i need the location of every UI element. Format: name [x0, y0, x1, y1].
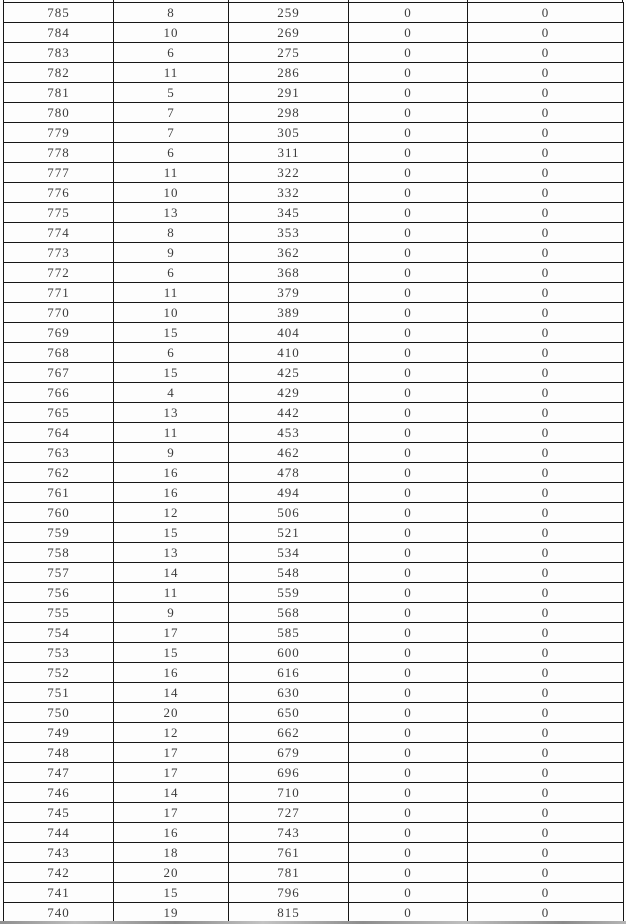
cell-cumulative: 368 [229, 263, 349, 283]
cell-cumulative: 362 [229, 243, 349, 263]
table-row [4, 103, 624, 123]
cell-cumulative: 630 [229, 683, 349, 703]
cell-count: 6 [114, 43, 229, 63]
cell-col4: 0 [349, 363, 468, 383]
cell-score: 741 [4, 883, 114, 903]
cell-cumulative: 291 [229, 83, 349, 103]
cell-cumulative: 815 [229, 903, 349, 923]
cell-col5: 0 [468, 823, 624, 843]
cell-score: 746 [4, 783, 114, 803]
cell-score: 758 [4, 543, 114, 563]
cell-cumulative: 298 [229, 103, 349, 123]
table-row [4, 243, 624, 263]
cell-count: 10 [114, 23, 229, 43]
cell-col5: 0 [468, 683, 624, 703]
cell-col5: 0 [468, 63, 624, 83]
table-row [4, 343, 624, 363]
cell-cumulative: 311 [229, 143, 349, 163]
cell-col4: 0 [349, 683, 468, 703]
cell-score: 743 [4, 843, 114, 863]
cell-col4: 0 [349, 723, 468, 743]
cell-score: 748 [4, 743, 114, 763]
cell-col4: 0 [349, 143, 468, 163]
cell-col5: 0 [468, 283, 624, 303]
cell-score: 764 [4, 423, 114, 443]
table-row [4, 603, 624, 623]
table-row [4, 183, 624, 203]
cell-score: 770 [4, 303, 114, 323]
cell-score: 779 [4, 123, 114, 143]
cell-count: 13 [114, 543, 229, 563]
cell-col5: 0 [468, 463, 624, 483]
cell-col5: 0 [468, 583, 624, 603]
cell-col5: 0 [468, 303, 624, 323]
cell-col5: 0 [468, 323, 624, 343]
cell-cumulative: 379 [229, 283, 349, 303]
cell-cumulative: 389 [229, 303, 349, 323]
cell-score: 754 [4, 623, 114, 643]
table-row [4, 443, 624, 463]
cell-col5: 0 [468, 223, 624, 243]
cell-count: 17 [114, 763, 229, 783]
cell-col4: 0 [349, 863, 468, 883]
cell-col4: 0 [349, 63, 468, 83]
cell-score: 760 [4, 503, 114, 523]
cell-score: 763 [4, 443, 114, 463]
cell-count: 11 [114, 63, 229, 83]
cell-col5: 0 [468, 163, 624, 183]
cell-cumulative: 761 [229, 843, 349, 863]
cell-col4: 0 [349, 223, 468, 243]
table-row [4, 83, 624, 103]
cell-count: 16 [114, 483, 229, 503]
cell-col5: 0 [468, 603, 624, 623]
cell-col5: 0 [468, 503, 624, 523]
cell-count: 14 [114, 783, 229, 803]
cell-count: 14 [114, 563, 229, 583]
cell-score: 751 [4, 683, 114, 703]
cell-count: 10 [114, 183, 229, 203]
cell-col4: 0 [349, 543, 468, 563]
cell-cumulative: 442 [229, 403, 349, 423]
cell-cumulative: 548 [229, 563, 349, 583]
cell-score: 747 [4, 763, 114, 783]
cell-cumulative: 429 [229, 383, 349, 403]
cell-score: 776 [4, 183, 114, 203]
cell-cumulative: 727 [229, 803, 349, 823]
table-row [4, 663, 624, 683]
cell-col4: 0 [349, 623, 468, 643]
cell-cumulative: 259 [229, 3, 349, 23]
cell-score: 772 [4, 263, 114, 283]
cell-cumulative: 650 [229, 703, 349, 723]
cell-cumulative: 410 [229, 343, 349, 363]
table-row [4, 263, 624, 283]
cell-count: 17 [114, 623, 229, 643]
cell-count: 6 [114, 143, 229, 163]
cell-col5: 0 [468, 383, 624, 403]
cell-cumulative: 286 [229, 63, 349, 83]
cell-cumulative: 462 [229, 443, 349, 463]
cell-col5: 0 [468, 763, 624, 783]
cell-count: 11 [114, 283, 229, 303]
cell-col5: 0 [468, 883, 624, 903]
cell-score: 775 [4, 203, 114, 223]
cell-score: 750 [4, 703, 114, 723]
cell-score: 783 [4, 43, 114, 63]
cell-score: 766 [4, 383, 114, 403]
cell-col4: 0 [349, 803, 468, 823]
cell-col4: 0 [349, 243, 468, 263]
table-row [4, 803, 624, 823]
cell-score: 745 [4, 803, 114, 823]
cell-score: 765 [4, 403, 114, 423]
table-row [4, 163, 624, 183]
cell-score: 768 [4, 343, 114, 363]
cell-col5: 0 [468, 903, 624, 923]
cell-count: 5 [114, 83, 229, 103]
cell-col4: 0 [349, 203, 468, 223]
cell-count: 16 [114, 663, 229, 683]
cell-count: 15 [114, 523, 229, 543]
cell-count: 12 [114, 723, 229, 743]
cell-cumulative: 781 [229, 863, 349, 883]
cell-col5: 0 [468, 423, 624, 443]
cell-cumulative: 600 [229, 643, 349, 663]
cell-col4: 0 [349, 703, 468, 723]
cell-col5: 0 [468, 843, 624, 863]
cell-col5: 0 [468, 3, 624, 23]
cell-col5: 0 [468, 243, 624, 263]
cell-col4: 0 [349, 163, 468, 183]
cell-score: 742 [4, 863, 114, 883]
table-row [4, 523, 624, 543]
cell-cumulative: 679 [229, 743, 349, 763]
table-row [4, 783, 624, 803]
cell-col4: 0 [349, 183, 468, 203]
cell-score: 785 [4, 3, 114, 23]
cell-col4: 0 [349, 603, 468, 623]
cell-count: 16 [114, 463, 229, 483]
cell-col4: 0 [349, 483, 468, 503]
cell-count: 9 [114, 243, 229, 263]
table-row [4, 303, 624, 323]
cell-count: 4 [114, 383, 229, 403]
cell-col5: 0 [468, 363, 624, 383]
cell-col4: 0 [349, 843, 468, 863]
cell-cumulative: 269 [229, 23, 349, 43]
cell-col4: 0 [349, 103, 468, 123]
table-row [4, 423, 624, 443]
cell-col5: 0 [468, 23, 624, 43]
cell-count: 17 [114, 743, 229, 763]
table-row [4, 203, 624, 223]
cell-col4: 0 [349, 823, 468, 843]
cell-col4: 0 [349, 343, 468, 363]
cell-cumulative: 332 [229, 183, 349, 203]
cell-col4: 0 [349, 663, 468, 683]
cell-col5: 0 [468, 43, 624, 63]
cell-col5: 0 [468, 203, 624, 223]
cell-col4: 0 [349, 763, 468, 783]
cell-cumulative: 534 [229, 543, 349, 563]
cell-cumulative: 568 [229, 603, 349, 623]
cell-count: 9 [114, 443, 229, 463]
cell-score: 778 [4, 143, 114, 163]
cell-col5: 0 [468, 543, 624, 563]
cell-cumulative: 796 [229, 883, 349, 903]
table-row [4, 283, 624, 303]
cell-col5: 0 [468, 483, 624, 503]
cell-count: 13 [114, 403, 229, 423]
cell-col5: 0 [468, 643, 624, 663]
cell-count: 9 [114, 603, 229, 623]
cell-cumulative: 353 [229, 223, 349, 243]
cell-score: 782 [4, 63, 114, 83]
cell-score: 752 [4, 663, 114, 683]
table-row [4, 703, 624, 723]
cell-count: 16 [114, 823, 229, 843]
cell-score: 784 [4, 23, 114, 43]
cell-col4: 0 [349, 463, 468, 483]
cell-count: 12 [114, 503, 229, 523]
cell-count: 11 [114, 163, 229, 183]
cell-col4: 0 [349, 303, 468, 323]
cell-cumulative: 585 [229, 623, 349, 643]
cell-col5: 0 [468, 563, 624, 583]
cell-score: 774 [4, 223, 114, 243]
cell-col5: 0 [468, 863, 624, 883]
cell-col4: 0 [349, 283, 468, 303]
table-row [4, 743, 624, 763]
table-row [4, 43, 624, 63]
table-row [4, 123, 624, 143]
table-row [4, 903, 624, 923]
cell-cumulative: 521 [229, 523, 349, 543]
cell-col4: 0 [349, 443, 468, 463]
cell-col5: 0 [468, 183, 624, 203]
cell-col4: 0 [349, 43, 468, 63]
table-row [4, 643, 624, 663]
cell-col4: 0 [349, 263, 468, 283]
table-row [4, 763, 624, 783]
cell-col4: 0 [349, 83, 468, 103]
cell-col5: 0 [468, 443, 624, 463]
table-row [4, 623, 624, 643]
cell-col4: 0 [349, 3, 468, 23]
table-row [4, 63, 624, 83]
cell-count: 15 [114, 363, 229, 383]
cell-cumulative: 662 [229, 723, 349, 743]
cell-score: 740 [4, 903, 114, 923]
cell-col4: 0 [349, 563, 468, 583]
table-row [4, 403, 624, 423]
cell-count: 19 [114, 903, 229, 923]
table-row [4, 323, 624, 343]
cell-score: 777 [4, 163, 114, 183]
cell-count: 8 [114, 223, 229, 243]
cell-score: 761 [4, 483, 114, 503]
cell-cumulative: 559 [229, 583, 349, 603]
cell-score: 749 [4, 723, 114, 743]
table-row [4, 823, 624, 843]
cell-count: 15 [114, 643, 229, 663]
cell-score: 771 [4, 283, 114, 303]
cell-count: 7 [114, 123, 229, 143]
cell-count: 15 [114, 883, 229, 903]
cell-count: 15 [114, 323, 229, 343]
cell-score: 755 [4, 603, 114, 623]
cell-col4: 0 [349, 903, 468, 923]
cell-col5: 0 [468, 723, 624, 743]
cell-score: 781 [4, 83, 114, 103]
cell-count: 6 [114, 343, 229, 363]
table-row [4, 463, 624, 483]
cell-col5: 0 [468, 703, 624, 723]
cell-score: 756 [4, 583, 114, 603]
cell-cumulative: 345 [229, 203, 349, 223]
cell-cumulative: 453 [229, 423, 349, 443]
cell-col4: 0 [349, 423, 468, 443]
cell-col5: 0 [468, 803, 624, 823]
cell-col5: 0 [468, 143, 624, 163]
cell-count: 14 [114, 683, 229, 703]
cell-col4: 0 [349, 583, 468, 603]
cell-col5: 0 [468, 343, 624, 363]
table-row [4, 543, 624, 563]
cell-score: 753 [4, 643, 114, 663]
cell-col4: 0 [349, 123, 468, 143]
cell-col5: 0 [468, 743, 624, 763]
cell-count: 20 [114, 703, 229, 723]
cell-score: 759 [4, 523, 114, 543]
cell-count: 8 [114, 3, 229, 23]
cell-col4: 0 [349, 883, 468, 903]
cell-count: 17 [114, 803, 229, 823]
cell-cumulative: 506 [229, 503, 349, 523]
cell-col5: 0 [468, 623, 624, 643]
cell-col5: 0 [468, 83, 624, 103]
table-row [4, 583, 624, 603]
cell-count: 11 [114, 423, 229, 443]
cell-cumulative: 494 [229, 483, 349, 503]
cell-count: 6 [114, 263, 229, 283]
table-row [4, 563, 624, 583]
cell-cumulative: 275 [229, 43, 349, 63]
table-row [4, 383, 624, 403]
cell-count: 13 [114, 203, 229, 223]
cell-col4: 0 [349, 523, 468, 543]
table-row [4, 223, 624, 243]
score-distribution-table [3, 2, 624, 923]
cell-cumulative: 305 [229, 123, 349, 143]
cell-col5: 0 [468, 783, 624, 803]
cell-score: 744 [4, 823, 114, 843]
cell-col5: 0 [468, 103, 624, 123]
cell-col5: 0 [468, 663, 624, 683]
cell-score: 762 [4, 463, 114, 483]
cell-count: 20 [114, 863, 229, 883]
table-row [4, 863, 624, 883]
cell-col5: 0 [468, 123, 624, 143]
cell-cumulative: 478 [229, 463, 349, 483]
cell-col4: 0 [349, 783, 468, 803]
cell-score: 767 [4, 363, 114, 383]
cell-col4: 0 [349, 323, 468, 343]
cell-cumulative: 710 [229, 783, 349, 803]
cell-col5: 0 [468, 263, 624, 283]
cell-cumulative: 322 [229, 163, 349, 183]
cell-count: 18 [114, 843, 229, 863]
table-row [4, 883, 624, 903]
cell-col5: 0 [468, 523, 624, 543]
cell-col4: 0 [349, 643, 468, 663]
cell-cumulative: 404 [229, 323, 349, 343]
cell-cumulative: 743 [229, 823, 349, 843]
cell-col4: 0 [349, 503, 468, 523]
table-row [4, 503, 624, 523]
table-row [4, 483, 624, 503]
table-row [4, 683, 624, 703]
table-row [4, 843, 624, 863]
table-body [4, 3, 624, 923]
cell-col4: 0 [349, 403, 468, 423]
cell-count: 7 [114, 103, 229, 123]
table-row [4, 3, 624, 23]
table-row [4, 143, 624, 163]
cell-col4: 0 [349, 383, 468, 403]
cell-score: 773 [4, 243, 114, 263]
cell-count: 11 [114, 583, 229, 603]
cell-col4: 0 [349, 23, 468, 43]
table-row [4, 363, 624, 383]
table-row [4, 723, 624, 743]
cell-count: 10 [114, 303, 229, 323]
cell-cumulative: 616 [229, 663, 349, 683]
cell-score: 769 [4, 323, 114, 343]
cell-score: 780 [4, 103, 114, 123]
cell-score: 757 [4, 563, 114, 583]
cell-col4: 0 [349, 743, 468, 763]
table-row [4, 23, 624, 43]
cell-cumulative: 425 [229, 363, 349, 383]
cell-col5: 0 [468, 403, 624, 423]
cell-cumulative: 696 [229, 763, 349, 783]
